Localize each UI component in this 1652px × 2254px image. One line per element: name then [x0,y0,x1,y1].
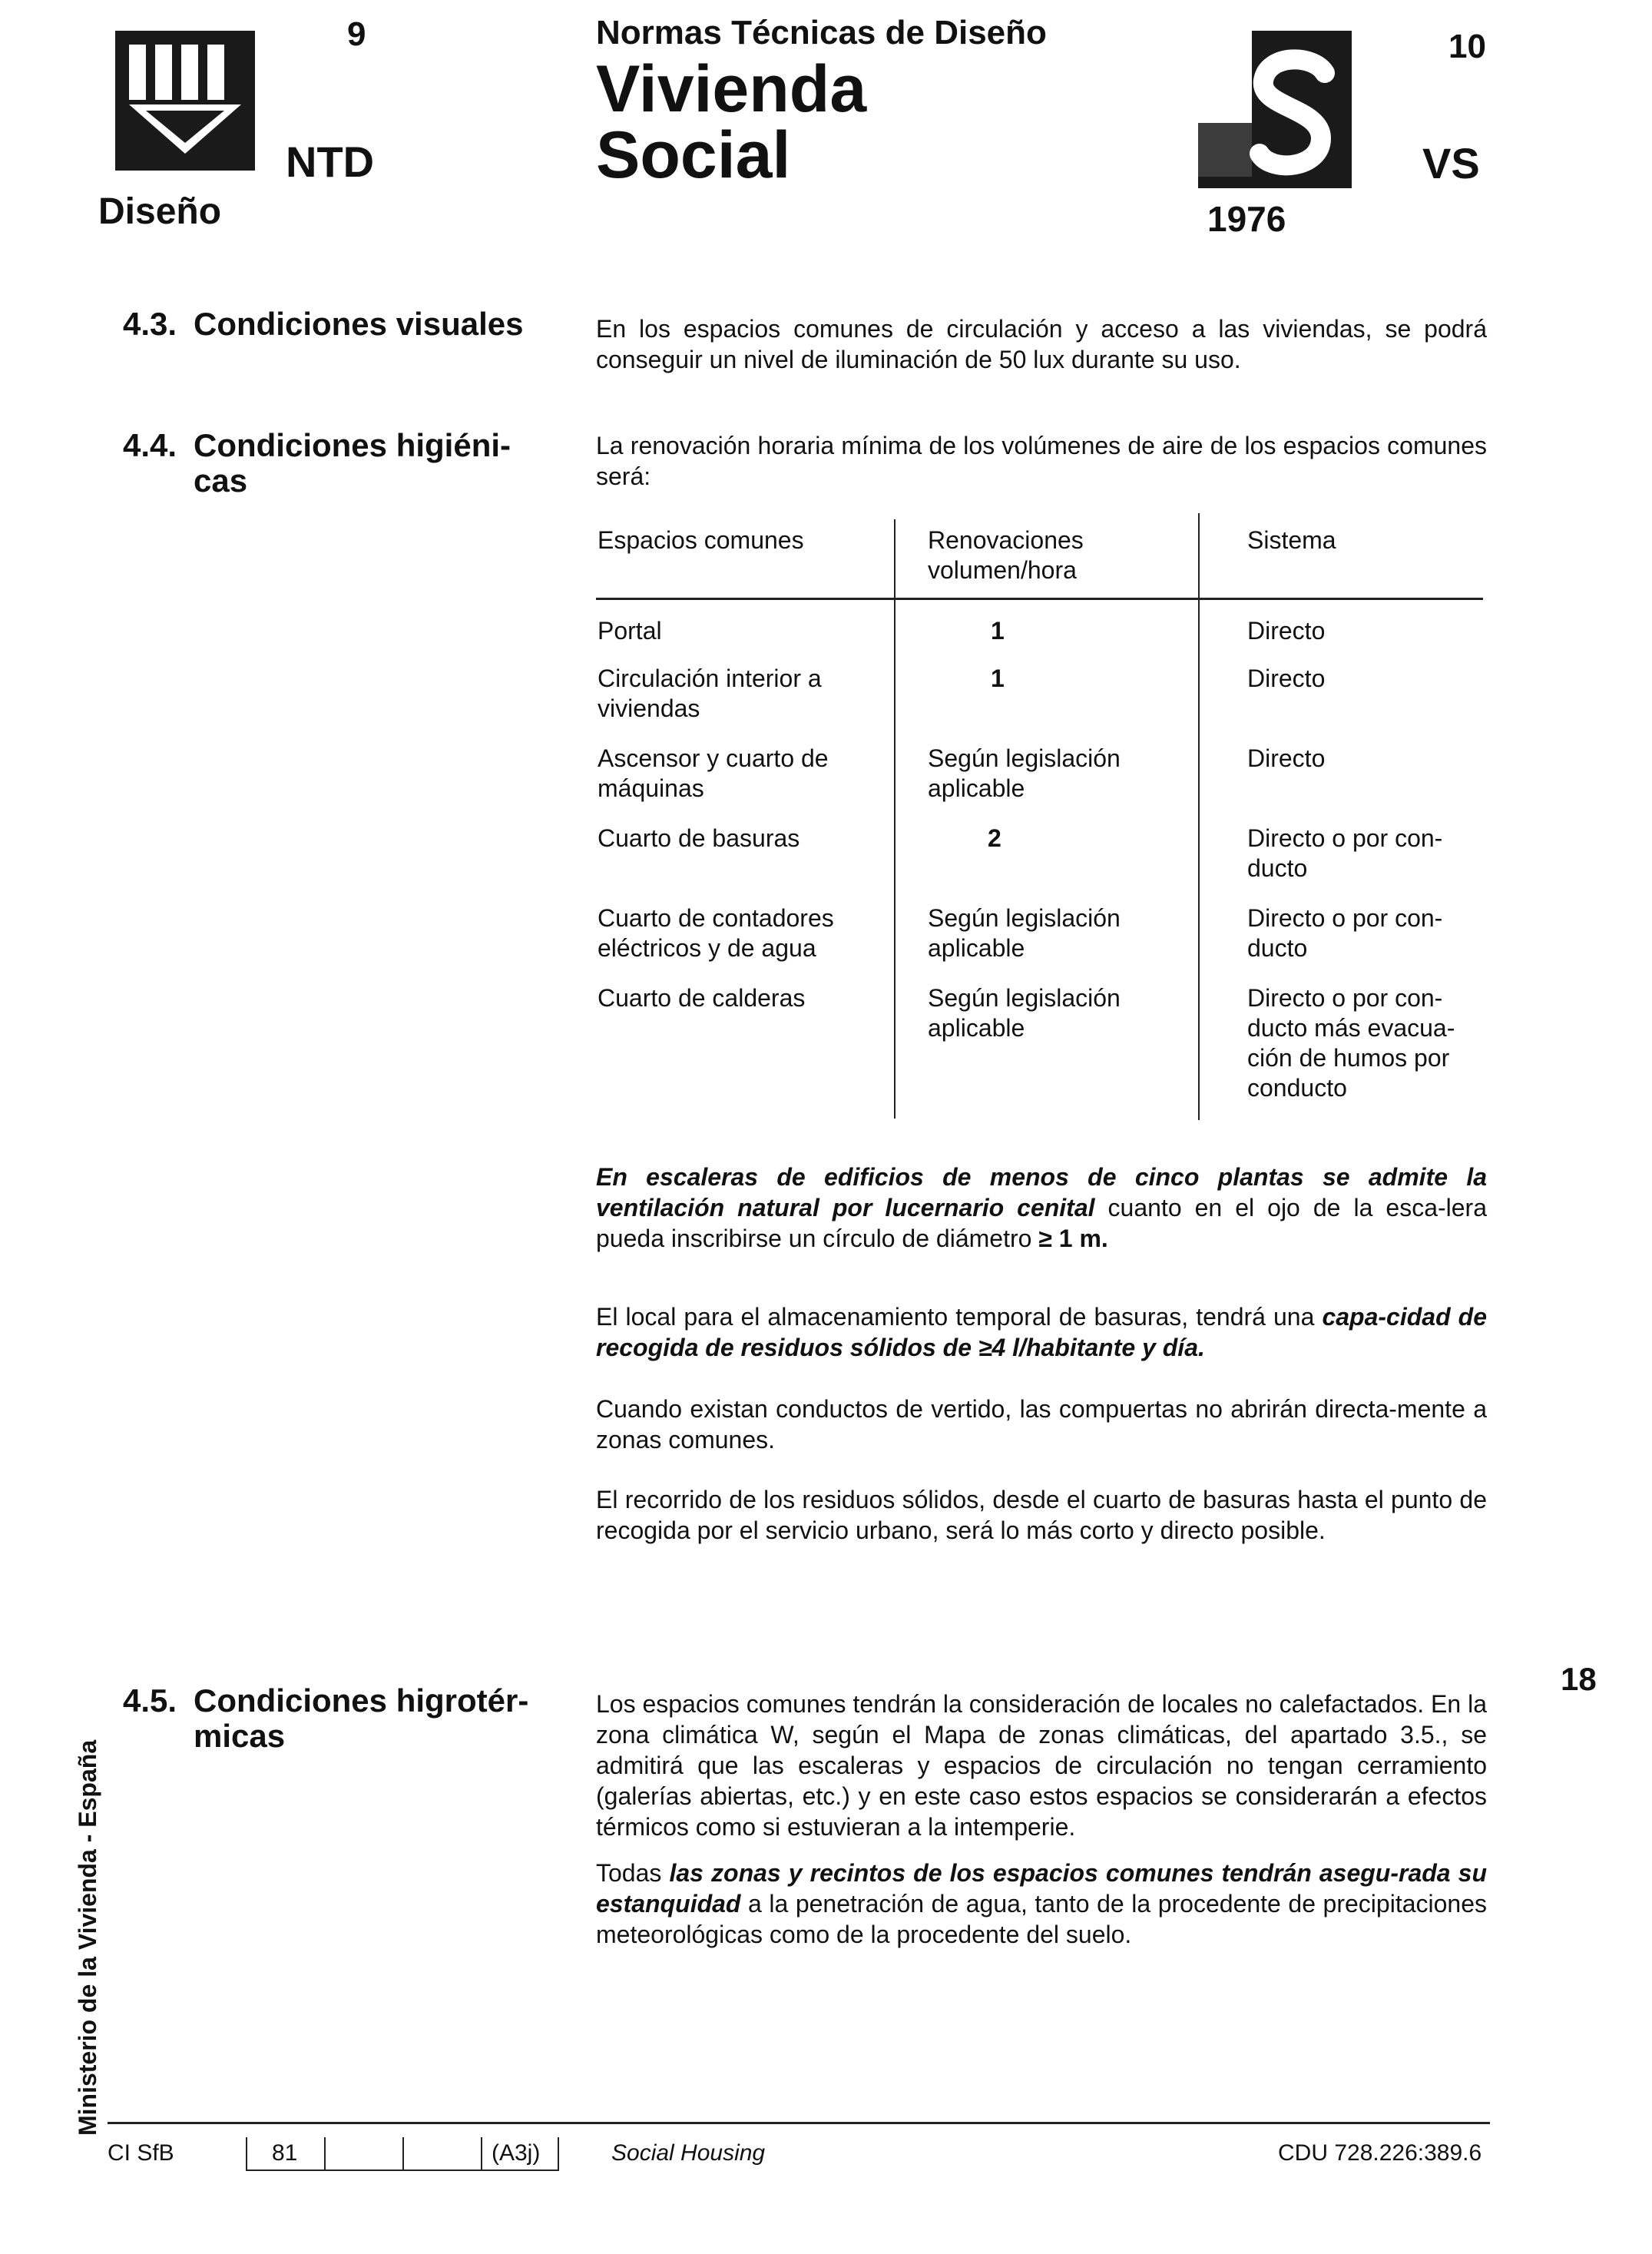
footer-rule [108,2122,1490,2124]
code-divider [324,2137,326,2171]
ntd-logo-icon [115,31,255,171]
table-header-cell: Espacios comunes [598,526,804,554]
header-left-label: Diseño [98,191,222,232]
code-baseline [246,2169,559,2171]
section-4-5-title-cont: micas [194,1718,286,1754]
header-right-code: VS [1422,139,1480,187]
header-year: 1976 [1207,199,1286,239]
table-cell: Según legislación aplicable [928,744,1121,802]
table-cell: 2 [988,824,1001,852]
table-cell: Cuarto de contadores eléctricos y de agua [598,904,834,962]
section-4-5-paragraph-1: Los espacios comunes tendrán la consideración de locales no calefactados. En la zona climática W, según el Mapa de zonas climáticas, del apartado 3.5., se admitirá que las escaleras y espacios de circulación no tengan cerramiento (galerías abiertas, etc.) y en este caso estos espacios se considerarán a efectos térmicos como si estuvieran a la intemperie. [596,1690,1487,1841]
section-title-text: Condiciones visuales [194,306,524,342]
table-divider [894,519,896,1119]
header-left-number: 9 [347,15,366,53]
footer-cisfb-label: CI SfB [108,2140,174,2166]
emphasis-value: ≥ 1 m. [1038,1225,1108,1252]
table-cell: 1 [991,665,1005,692]
main-title-line2: Social [596,118,791,192]
paragraph-text: a la penetración de agua, tanto de la procedente de precipitaciones meteorológicas como de la procedente del suelo. [596,1890,1487,1948]
header-right-number: 10 [1448,28,1486,65]
footer-cisfb-code-box [246,2137,559,2171]
table-cell: Directo [1247,744,1326,772]
section-4-3-text: En los espacios comunes de circulación y acceso a las viviendas, se podrá conseguir un nivel de iluminación de 50 lux durante su uso. [596,315,1487,373]
table-header-rule [596,598,1483,600]
paragraph-text: Todas [596,1859,670,1887]
section-4-4-paragraph-4: El recorrido de los residuos sólidos, desde el cuarto de basuras hasta el punto de recogida por el servicio urbano, será lo más corto y directo posible. [596,1486,1487,1544]
code-divider [481,2137,482,2171]
emphasis-text: capa-cidad de recogida de residuos sólidos de ≥4 l/habitante y día. [596,1303,1487,1361]
code-divider [402,2137,404,2171]
code-divider [558,2137,559,2171]
emphasis-text: las zonas y recintos de los espacios comunes tendrán asegu-rada su estanquidad [596,1859,1488,1918]
emphasis-text: En escaleras de edificios de menos de cinco plantas se admite la ventilación natural por lucernario cenital [596,1163,1487,1221]
table-cell: Directo o por con-ducto [1247,904,1443,962]
section-title-text: Condiciones higiéni- [194,427,511,463]
table-cell: Directo [1247,617,1326,645]
paragraph-text: cuanto en el ojo de la esca-lera pueda inscribirse un círculo de diámetro [596,1194,1488,1252]
table-cell: Cuarto de basuras [598,824,800,852]
table-divider [1198,513,1200,1120]
table-cell: Portal [598,617,662,645]
section-4-3-title [123,307,523,341]
section-number: 4.5. [123,1682,177,1719]
s-logo-icon [1198,31,1352,188]
section-4-4-paragraph-1 [596,1162,1487,1254]
main-title-line1: Vivienda [596,52,867,126]
table-header-cell: Renovaciones volumen/hora [928,526,1084,584]
section-number: 4.4. [123,427,177,463]
table-cell: Circulación interior a viviendas [598,665,822,722]
table-cell: Directo o por con-ducto más evacua-ción de humos por conducto [1247,984,1455,1102]
section-4-4-intro: La renovación horaria mínima de los volúmenes de aire de los espacios comunes será: [596,432,1487,490]
footer-cisfb-code: 81 [272,2140,298,2166]
table-header-cell: Sistema [1247,526,1336,554]
footer-english-title: Social Housing [611,2140,766,2166]
footer-cisfb-code: (A3j) [492,2140,541,2166]
code-divider [246,2137,247,2171]
section-4-4-paragraph-3: Cuando existan conductos de vertido, las compuertas no abrirán directa-mente a zonas comunes. [596,1395,1487,1453]
footer-cdu: CDU 728.226:389.6 [1278,2140,1482,2166]
section-4-5-paragraph-2 [596,1858,1487,1950]
section-4-4-title-cont: cas [194,462,248,499]
section-title-text: Condiciones higrotér- [194,1682,529,1719]
ventilation-table [596,513,1487,1120]
section-4-4-title [123,429,511,462]
side-label: Ministerio de la Vivienda - España [74,1739,101,2136]
series-title: Normas Técnicas de Diseño [596,14,1047,51]
page-number: 18 [1561,1661,1597,1697]
table-cell: Ascensor y cuarto de máquinas [598,744,829,802]
paragraph-text: El local para el almacenamiento temporal de basuras, tendrá una [596,1303,1323,1331]
section-number: 4.3. [123,306,177,342]
table-cell: Según legislación aplicable [928,984,1121,1042]
section-4-5-title [123,1684,528,1718]
table-cell: 1 [991,617,1005,645]
header-left-code: NTD [286,138,375,186]
table-cell: Cuarto de calderas [598,984,806,1012]
section-4-4-paragraph-2 [596,1301,1487,1363]
table-cell: Directo [1247,665,1326,692]
table-cell: Según legislación aplicable [928,904,1121,962]
table-cell: Directo o por con-ducto [1247,824,1443,882]
